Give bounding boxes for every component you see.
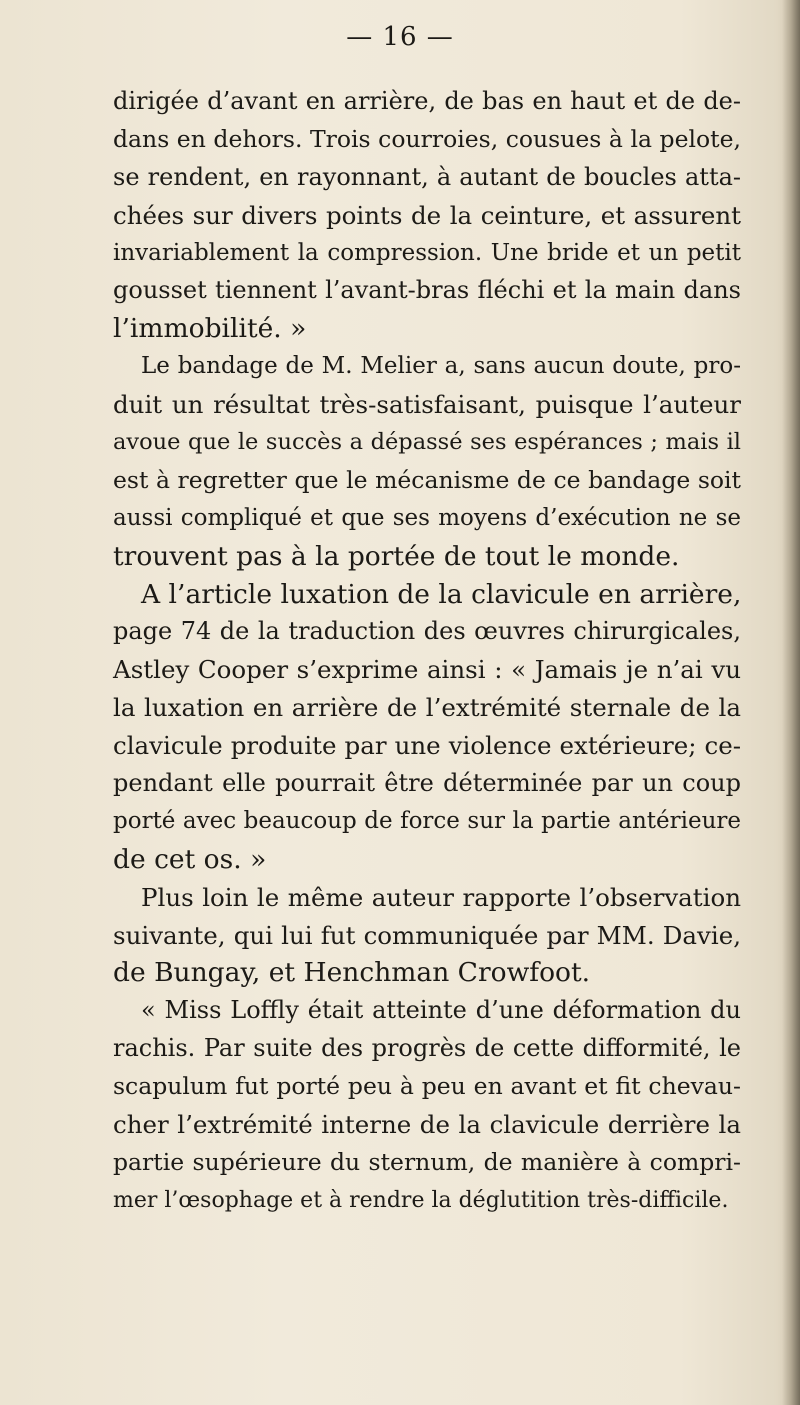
text-line: avoue que le succès a dépassé ses espérances ; mais il (113, 429, 741, 456)
text-line: aussi compliqué et que ses moyens d’exécution ne se (113, 504, 741, 531)
text-line: gousset tiennent l’avant-bras fléchi et la main dans (113, 276, 741, 305)
text-line: trouvent pas à la portée de tout le monde. (113, 540, 680, 572)
text-line: clavicule produite par une violence extérieure; ce- (113, 731, 741, 761)
text-line: rachis. Par suite des progrès de cette difformité, le (113, 1034, 741, 1063)
text-line: se rendent, en rayonnant, à autant de boucles atta- (113, 162, 741, 191)
text-line: page 74 de la traduction des œuvres chirurgicales, (113, 617, 741, 646)
text-line: suivante, qui lui fut communiquée par MM. Davie, (113, 920, 741, 950)
text-line: partie supérieure du sternum, de manière à compri- (113, 1147, 741, 1176)
text-line: Astley Cooper s’exprime ainsi : « Jamais je n’ai vu (113, 655, 741, 685)
text-line: dans en dehors. Trois courroies, cousues à la pelote, (113, 124, 741, 153)
text-line: duit un résultat très-satisfaisant, puisque l’auteur (113, 390, 741, 420)
text-line: invariablement la compression. Une bride et un petit (113, 239, 741, 266)
page-binding-shadow (782, 0, 800, 1405)
text-line: dirigée d’avant en arrière, de bas en haut et de de- (113, 87, 741, 115)
body-text (113, 83, 741, 1220)
text-line: scapulum fut porté peu à peu en avant et fit chevau- (113, 1072, 741, 1101)
text-line: « Miss Loffly était atteinte d’une déformation du (141, 996, 741, 1025)
text-line: est à regretter que le mécanisme de ce bandage soit (113, 465, 741, 494)
text-line: la luxation en arrière de l’extrémité sternale de la (113, 693, 741, 723)
text-line: chées sur divers points de la ceinture, et assurent (113, 200, 741, 230)
text-line: cher l’extrémité interne de la clavicule derrière la (113, 1110, 741, 1140)
text-line: pendant elle pourrait être déterminée par un coup (113, 769, 741, 798)
text-line: A l’article luxation de la clavicule en arrière, (141, 578, 742, 610)
text-line: Plus loin le même auteur rapporte l’observation (141, 882, 741, 912)
text-line: Le bandage de M. Melier a, sans aucun doute, pro- (141, 353, 741, 380)
text-line: de Bungay, et Henchman Crowfoot. (113, 957, 591, 989)
text-line: porté avec beaucoup de force sur la partie antérieure (113, 807, 741, 834)
text-line: l’immobilité. » (113, 313, 307, 345)
text-line: mer l’œsophage et à rendre la déglutition très-difficile. (113, 1187, 729, 1213)
text-line: de cet os. » (113, 843, 267, 875)
page-number: — 16 — (346, 22, 454, 52)
